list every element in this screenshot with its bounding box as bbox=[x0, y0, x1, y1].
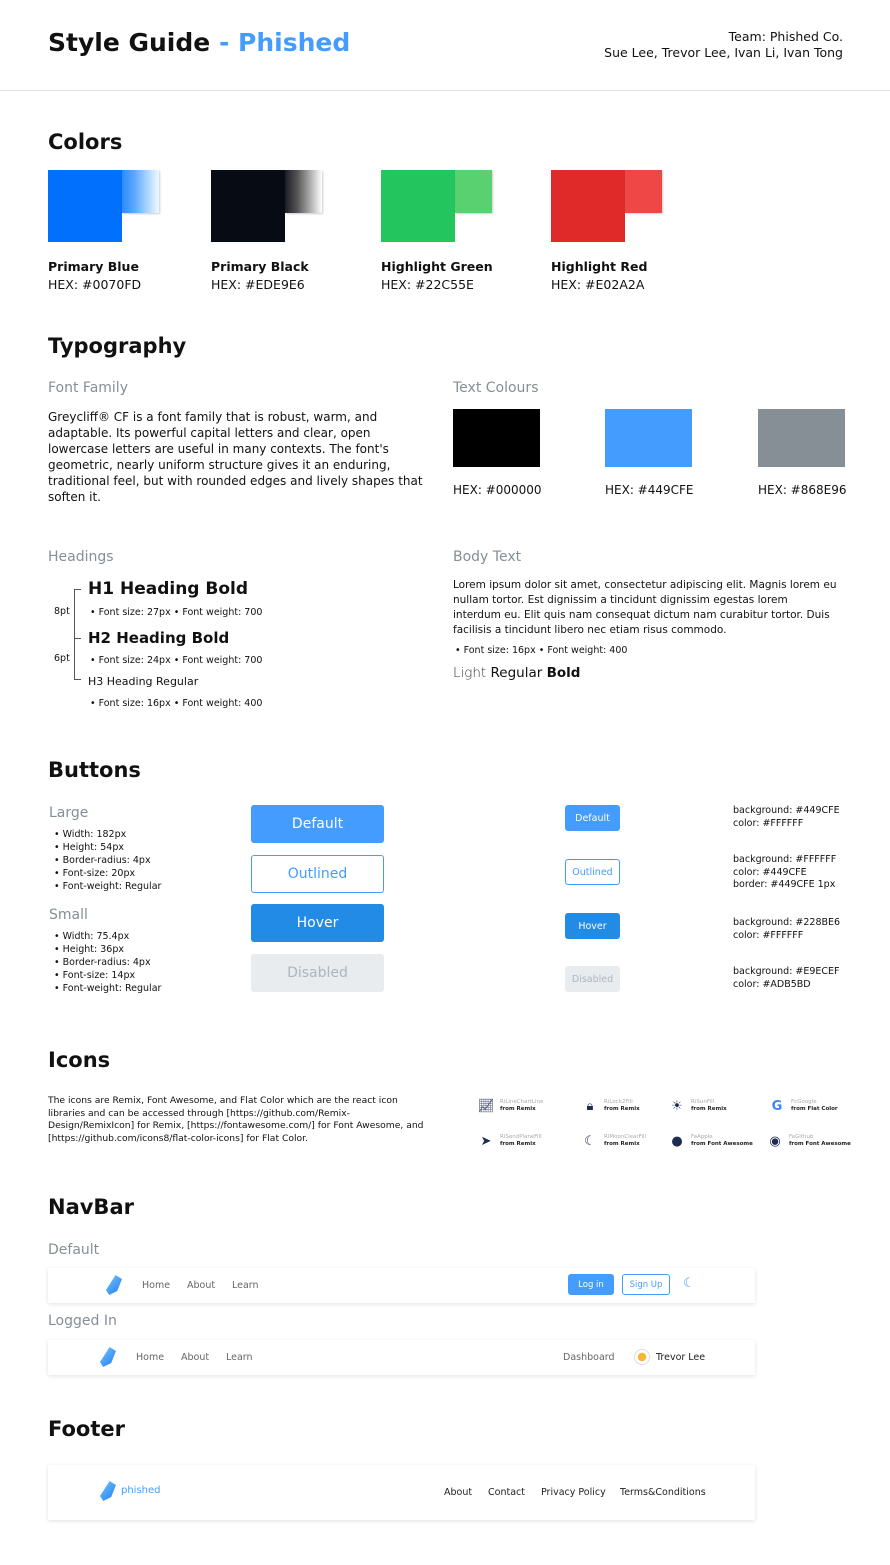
swatch-highlight-red bbox=[551, 170, 625, 242]
navbar-logged-label: Logged In bbox=[48, 1313, 117, 1329]
small-disabled-button: Disabled bbox=[565, 966, 620, 992]
title-sep: - bbox=[210, 28, 239, 57]
small-outlined-button[interactable]: Outlined bbox=[565, 859, 620, 885]
sun-icon: ☀ bbox=[671, 1098, 683, 1114]
large-specs: • Width: 182px • Height: 54px • Border-radius: 4px • Font-size: 20px • Font-weight: Regular bbox=[54, 828, 161, 893]
text-colour-hex: HEX: #000000 bbox=[453, 483, 542, 497]
text-colour-swatch bbox=[453, 409, 540, 467]
text-colour-swatch bbox=[605, 409, 692, 467]
logo-icon[interactable] bbox=[100, 1347, 116, 1367]
button-desc: background: #E9ECEF color: #ADB5BD bbox=[733, 966, 840, 990]
h2-spec: • Font size: 24px • Font weight: 700 bbox=[90, 655, 263, 666]
large-default-button[interactable]: Default bbox=[251, 805, 384, 843]
body-text-label: Body Text bbox=[453, 549, 522, 565]
team-name: Team: Phished Co. bbox=[728, 29, 843, 44]
nav-about[interactable]: About bbox=[187, 1280, 216, 1291]
icon-item: ◉ FaGithub from Font Awesome bbox=[767, 1133, 851, 1149]
footer-terms[interactable]: Terms&Conditions bbox=[620, 1487, 706, 1498]
user-name[interactable]: Trevor Lee bbox=[656, 1352, 706, 1363]
nav-home[interactable]: Home bbox=[136, 1352, 165, 1363]
title-text: Style Guide bbox=[48, 28, 211, 57]
icon-item: 🔒︎ RiLock2Fill from Remix bbox=[582, 1098, 640, 1114]
footer-brand: phished bbox=[121, 1485, 161, 1496]
title-brand: Phished bbox=[238, 28, 351, 57]
small-specs: • Width: 75.4px • Height: 36px • Border-radius: 4px • Font-size: 14px • Font-weight: Regular bbox=[54, 930, 161, 995]
gap-label: 6pt bbox=[54, 653, 70, 664]
button-desc: background: #FFFFFF color: #449CFE border: #449CFE 1px bbox=[733, 854, 837, 890]
icon-item: 📈︎ RiLineChartLine from Remix bbox=[477, 1098, 544, 1114]
navbar-default-label: Default bbox=[48, 1242, 100, 1258]
icon-item: ➤ RiSendPlaneFill from Remix bbox=[478, 1133, 542, 1149]
footer bbox=[48, 1465, 755, 1520]
moon-icon[interactable]: ☾ bbox=[683, 1276, 695, 1291]
small-hover-button[interactable]: Hover bbox=[565, 913, 620, 939]
nav-learn[interactable]: Learn bbox=[232, 1280, 259, 1291]
typography-heading: Typography bbox=[48, 334, 187, 358]
moon-icon: ☾ bbox=[584, 1133, 596, 1149]
google-icon: G bbox=[771, 1098, 783, 1114]
body-text-sample: Lorem ipsum dolor sit amet, consectetur adipiscing elit. Magnis lorem eu nullam tortor. Est dignissim a tincidunt dignissim egestas lorem interdum eu. Elit quis nam consequat dictum nam curabitur tortor. Duis facilisis a tincidunt libero nec etiam risus commodo. bbox=[453, 579, 837, 636]
icons-text: The icons are Remix, Font Awesome, and Flat Color which are the react icon libraries and can be accessed through [https://github.com/Remix-Design/RemixIcon] for Remix, [https://fontawesome.com/] for Font Awesome, and [https://github.com/icons8/flat-color-icons] for Flat Color. bbox=[48, 1095, 424, 1144]
font-family-label: Font Family bbox=[48, 380, 128, 396]
icons-heading: Icons bbox=[48, 1048, 111, 1072]
small-label: Small bbox=[49, 907, 88, 923]
gap-label: 8pt bbox=[54, 606, 70, 617]
font-family-text: Greycliff® CF is a font family that is robust, warm, and adaptable. Its powerful capital letters and clear, open lowercase letters are useful in many contexts. The font's geometric, nearly uniform structure gives it an enduring, traditional feel, but with rounded edges and lively shapes that soften it. bbox=[48, 410, 423, 504]
h2-sample: H2 Heading Bold bbox=[88, 629, 230, 647]
page-header bbox=[0, 0, 890, 91]
line-chart-icon: 📈︎ bbox=[477, 1098, 495, 1114]
icon-item: ☾ RiMoonClearFill from Remix bbox=[582, 1133, 646, 1149]
color-label: Highlight Red HEX: #E02A2A bbox=[551, 259, 648, 292]
h3-sample: H3 Heading Regular bbox=[88, 675, 199, 688]
team-info bbox=[604, 29, 843, 61]
colors-heading: Colors bbox=[48, 130, 123, 154]
navbar-heading: NavBar bbox=[48, 1195, 134, 1219]
nav-learn[interactable]: Learn bbox=[226, 1352, 253, 1363]
text-colours-label: Text Colours bbox=[453, 380, 539, 396]
navbar-default bbox=[48, 1268, 755, 1303]
apple-icon: ● bbox=[671, 1133, 683, 1149]
avatar[interactable] bbox=[634, 1349, 650, 1365]
spacing-bracket bbox=[74, 589, 81, 680]
logo-icon[interactable] bbox=[106, 1275, 122, 1295]
navbar-logged-in bbox=[48, 1340, 755, 1375]
small-default-button[interactable]: Default bbox=[565, 805, 620, 831]
page-title bbox=[48, 28, 350, 57]
body-spec: • Font size: 16px • Font weight: 400 bbox=[455, 645, 628, 656]
h3-spec: • Font size: 16px • Font weight: 400 bbox=[90, 698, 263, 709]
nav-about[interactable]: About bbox=[181, 1352, 210, 1363]
weight-samples: Light Regular Bold bbox=[453, 665, 581, 681]
button-desc: background: #228BE6 color: #FFFFFF bbox=[733, 917, 841, 941]
swatch-primary-blue bbox=[48, 170, 122, 242]
large-label: Large bbox=[49, 805, 89, 821]
github-icon: ◉ bbox=[769, 1133, 781, 1149]
button-desc: background: #449CFE color: #FFFFFF bbox=[733, 805, 840, 829]
lock-icon: 🔒︎ bbox=[586, 1098, 594, 1114]
footer-contact[interactable]: Contact bbox=[488, 1487, 525, 1498]
h1-spec: • Font size: 27px • Font weight: 700 bbox=[90, 607, 263, 618]
headings-label: Headings bbox=[48, 549, 114, 565]
text-colour-hex: HEX: #868E96 bbox=[758, 483, 847, 497]
nav-dashboard[interactable]: Dashboard bbox=[563, 1352, 615, 1363]
h1-sample: H1 Heading Bold bbox=[88, 579, 249, 599]
login-button[interactable]: Log in bbox=[568, 1274, 614, 1295]
buttons-heading: Buttons bbox=[48, 758, 141, 782]
text-colour-hex: HEX: #449CFE bbox=[605, 483, 694, 497]
signup-button[interactable]: Sign Up bbox=[622, 1274, 670, 1295]
color-label: Highlight Green HEX: #22C55E bbox=[381, 259, 493, 292]
large-outlined-button[interactable]: Outlined bbox=[251, 855, 384, 893]
icon-item: ● FaApple from Font Awesome bbox=[669, 1133, 753, 1149]
swatch-highlight-green bbox=[381, 170, 455, 242]
team-members: Sue Lee, Trevor Lee, Ivan Li, Ivan Tong bbox=[604, 45, 843, 60]
large-disabled-button: Disabled bbox=[251, 954, 384, 992]
color-label: Primary Blue HEX: #0070FD bbox=[48, 259, 142, 292]
footer-heading: Footer bbox=[48, 1417, 125, 1441]
icon-item: ☀ RiSunFill from Remix bbox=[669, 1098, 727, 1114]
nav-home[interactable]: Home bbox=[142, 1280, 171, 1291]
footer-privacy[interactable]: Privacy Policy bbox=[541, 1487, 606, 1498]
color-label: Primary Black HEX: #EDE9E6 bbox=[211, 259, 309, 292]
text-colour-swatch bbox=[758, 409, 845, 467]
footer-about[interactable]: About bbox=[444, 1487, 473, 1498]
send-plane-icon: ➤ bbox=[480, 1133, 492, 1149]
icon-item: G FcGoogle from Flat Color bbox=[769, 1098, 838, 1114]
swatch-primary-black bbox=[211, 170, 285, 242]
logo-icon[interactable] bbox=[100, 1481, 116, 1501]
large-hover-button[interactable]: Hover bbox=[251, 904, 384, 942]
